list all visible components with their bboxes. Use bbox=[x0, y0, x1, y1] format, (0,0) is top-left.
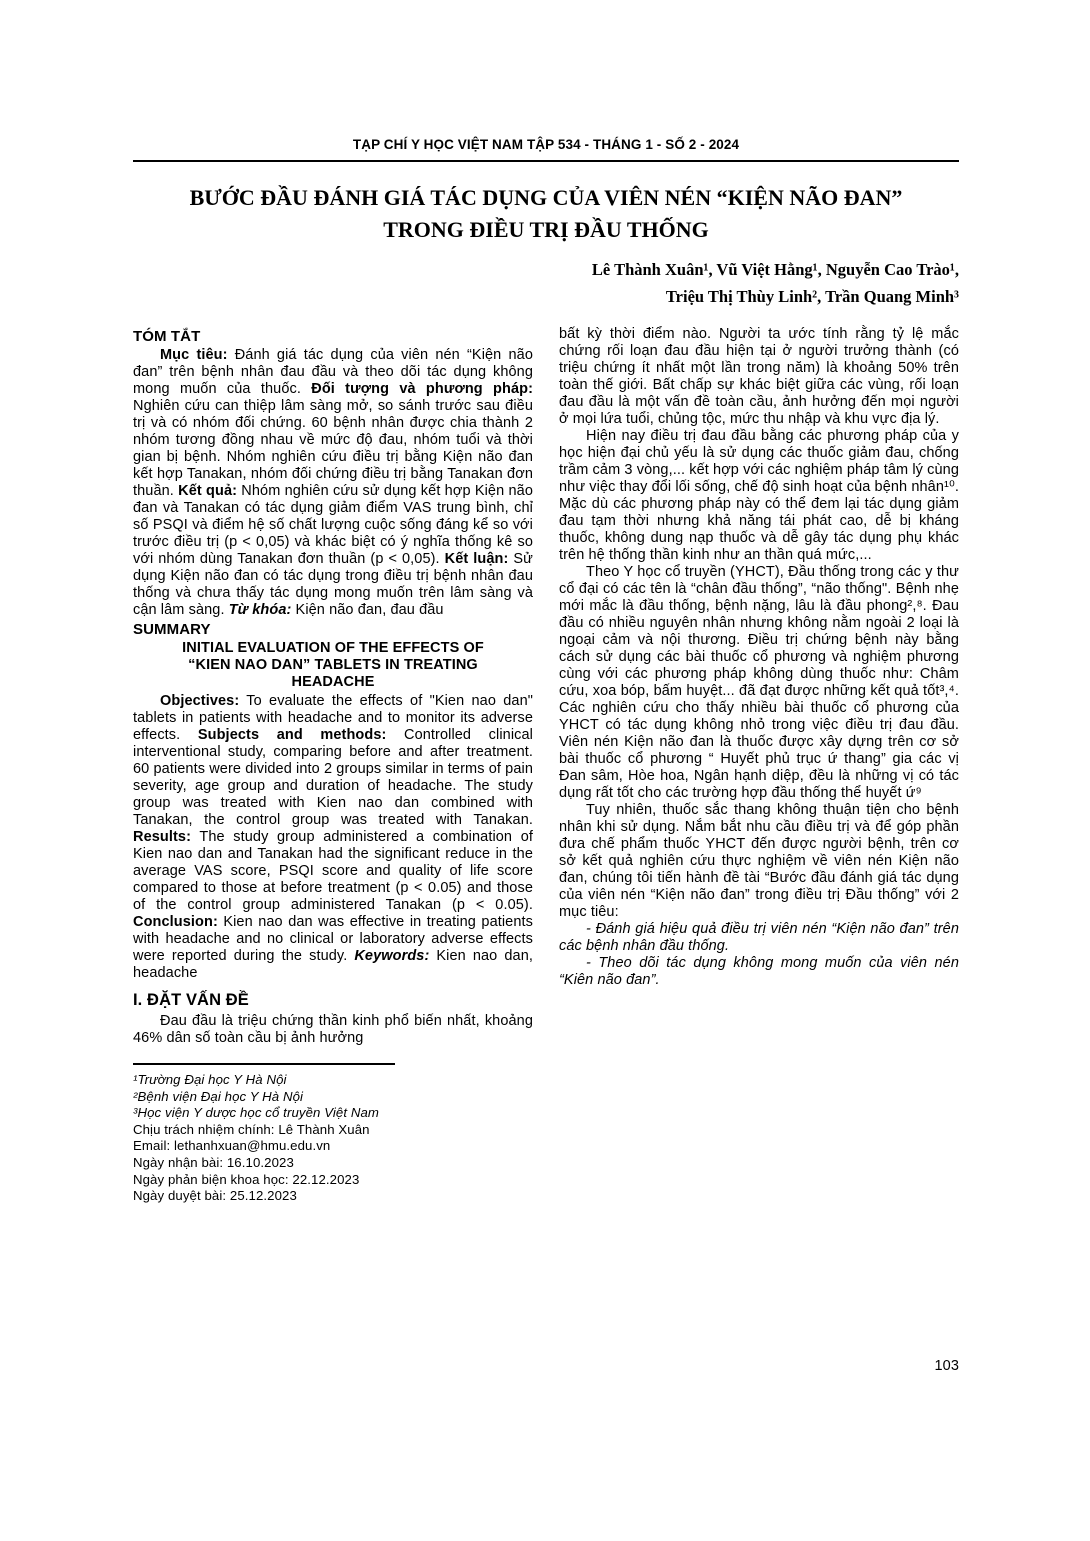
summary-text-objectives: To evaluate the effects of "Kien nao dan" tablets in patients with headache and to monitor its adverse effects. bbox=[133, 693, 533, 743]
summary-heading: SUMMARY bbox=[133, 621, 211, 638]
summary-label-objectives: Objectives: bbox=[160, 693, 240, 709]
footnote-review-date: Ngày phản biện khoa học: 22.12.2023 bbox=[133, 1171, 360, 1187]
summary-text-methods: Controlled clinical interventional study, comparing before and after treatment. 60 patients were divided into 2 groups similar in terms of pain severity, age group and duration of headache. The study group was treated with Kien nao dan combined with Tanakan, the control group was treated with Tanakan. bbox=[133, 727, 533, 828]
left-column bbox=[133, 326, 533, 1205]
intro-right-paragraph-2: Hiện nay điều trị đau đầu bằng các phương pháp của y học hiện đại chủ yếu là sử dụng các thuốc giảm đau, chống trầm cảm 3 vòng,... kết hợp với các nghiệm pháp tâm lý cùng như việc thay đổi lối sống, chế độ sinh hoạt của bệnh nhân¹⁰. Mặc dù các phương pháp này có thể đem lại tác dụng giảm đau tạm thời nhưng khả năng tái phát cao, dễ bị kháng thuốc, không dung nạp thuốc và dễ gây tác dụng phụ khác trên hệ thống thần kinh như an thần quá mức,... bbox=[559, 428, 959, 563]
author-line-2: Triệu Thị Thùy Linh², Trần Quang Minh³ bbox=[665, 287, 959, 306]
footnote-received-date: Ngày nhận bài: 16.10.2023 bbox=[133, 1154, 294, 1170]
summary-text-results: The study group administered a combination of Kien nao dan and Tanakan had the significant reduce in the average VAS score, PSQI score and quality of life score compared to those at before treatment (p < 0.05) and those of the control group administered Tanakan (p < 0.05). bbox=[133, 829, 533, 913]
footnote-email: Email: lethanhxuan@hmu.edu.vn bbox=[133, 1138, 331, 1154]
footnote-affiliation-1: ¹Trường Đại học Y Hà Nội bbox=[133, 1072, 287, 1087]
summary-label-keywords: Keywords: bbox=[354, 948, 430, 964]
footnote-affiliation-2: ²Bệnh viện Đại học Y Hà Nội bbox=[133, 1088, 304, 1104]
two-column-body bbox=[133, 326, 959, 1205]
footnote-block bbox=[133, 1072, 533, 1205]
article-title-line2: TRONG ĐIỀU TRỊ ĐẦU THỐNG bbox=[383, 217, 709, 242]
abstract-label-results: Kết quả: bbox=[178, 483, 238, 499]
abstract-label-keywords: Từ khóa: bbox=[228, 602, 292, 618]
summary-label-conclusion: Conclusion: bbox=[133, 914, 218, 930]
abstract-text-methods: Nghiên cứu can thiệp lâm sàng mở, so sánh trước sau điều trị và có nhóm đối chứng. 60 bệnh nhân được chia thành 2 nhóm tương đồng nhau về mức độ đau, nhóm tuổi và thời gian bị bệnh. Nhóm nghiên cứu điều trị bằng Kiện não đan kết hợp Tanakan, nhóm đối chứng điều trị bằng Tanakan đơn thuần. bbox=[133, 398, 533, 499]
abstract-label-methods: Đối tượng và phương pháp: bbox=[311, 381, 534, 397]
footnote-divider bbox=[133, 1063, 395, 1065]
abstract-paragraph bbox=[133, 347, 533, 619]
intro-left-paragraph: Đau đầu là triệu chứng thần kinh phổ biến nhất, khoảng 46% dân số toàn cầu bị ảnh hưởng bbox=[133, 1013, 533, 1046]
page-number: 103 bbox=[934, 1358, 959, 1374]
summary-label-methods: Subjects and methods: bbox=[197, 727, 387, 743]
abstract-label-objectives: Mục tiêu: bbox=[160, 347, 228, 363]
journal-header: TẠP CHÍ Y HỌC VIỆT NAM TẬP 534 - THÁNG 1 - SỐ 2 - 2024 bbox=[133, 136, 959, 162]
summary-paragraph bbox=[133, 693, 533, 982]
right-column bbox=[559, 326, 959, 1205]
footnote-accepted-date: Ngày duyệt bài: 25.12.2023 bbox=[133, 1188, 297, 1204]
summary-text-conclusion: Kien nao dan was effective in treating patients with headache and no clinical or laboratory adverse effects were reported during the study. bbox=[133, 914, 533, 964]
article-title bbox=[133, 182, 959, 246]
intro-objective-2: - Theo dõi tác dụng không mong muốn của viên nén “Kiên não đan”. bbox=[559, 955, 959, 988]
summary-subtitle: INITIAL EVALUATION OF THE EFFECTS OF “KIEN NAO DAN” TABLETS IN TREATING HEADACHE bbox=[182, 640, 484, 690]
author-list bbox=[133, 256, 959, 310]
intro-objective-1: - Đánh giá hiệu quả điều trị viên nén “Kiện não đan” trên các bệnh nhân đầu thống. bbox=[559, 921, 959, 954]
summary-label-results: Results: bbox=[133, 829, 192, 845]
author-line-1: Lê Thành Xuân¹, Vũ Việt Hằng¹, Nguyễn Cao Trào¹, bbox=[591, 260, 959, 279]
article-title-line1: BƯỚC ĐẦU ĐÁNH GIÁ TÁC DỤNG CỦA VIÊN NÉN “KIỆN NÃO ĐAN” bbox=[189, 185, 903, 210]
intro-heading: I. ĐẶT VẤN ĐỀ bbox=[133, 991, 249, 1009]
abstract-heading: TÓM TẮT bbox=[133, 328, 201, 345]
intro-right-paragraph-3: Theo Y học cổ truyền (YHCT), Đầu thống trong các y thư cổ đại có các tên là “chân đầu thống”, “não thống". Bệnh nhẹ mới mắc là đầu thống, bệnh nặng, lâu là đầu phong²,⁸. Đau đầu có nhiều nguyên nhân nhưng không nằm ngoài 2 loại là ngoại cảm và nội thương. Điều trị chứng bệnh này bằng cách sử dụng các bài thuốc cổ phương và nghiệm phương cùng với các phương pháp không dùng thuốc như: Châm cứu, xoa bóp, bấm huyệt... đã đạt được những kết quả tốt³,⁴. Các nghiên cứu cho thấy nhiều bài thuốc cổ phương của YHCT có tác dụng không nhỏ trong việc điều trị đau đầu. Viên nén Kiện não đan là thuốc được xây dựng trên cơ sở bài thuốc cổ phương “ Huyết phủ trục ứ thang” gia các vị Đan sâm, Hòe hoa, Ngân hạnh diệp, đều là những vị có tác dụng rất tốt cho các trường hợp đầu thống thể huyết ứ⁹ bbox=[559, 564, 959, 801]
footnote-corresponding-author: Chịu trách nhiệm chính: Lê Thành Xuân bbox=[133, 1121, 370, 1137]
abstract-label-conclusion: Kết luận: bbox=[444, 551, 509, 567]
abstract-text-results: Nhóm nghiên cứu sử dụng kết hợp Kiện não đan và Tanakan có tác dụng giảm điểm VAS trung bình, chỉ số PSQI và điểm hệ số chất lượng cuộc sống đáng kể so với trước điều trị (p < 0,05) và khác biệt có ý nghĩa thống kê so với nhóm dùng Tanakan đơn thuần (p < 0,05). bbox=[133, 483, 533, 567]
abstract-text-conclusion: Sử dụng Kiện não đan có tác dụng trong điều trị bệnh nhân đau thống và chưa thấy tác dụng mong muốn trên lâm sàng và cận lâm sàng. bbox=[133, 551, 533, 618]
abstract-text-objectives: Đánh giá tác dụng của viên nén “Kiện não đan” trên bệnh nhân đau đầu và theo dõi tác dụng không mong muốn của thuốc. bbox=[133, 347, 533, 397]
footnote-affiliation-3: ³Học viện Y dược học cổ truyền Việt Nam bbox=[133, 1105, 379, 1121]
intro-right-paragraph-1: bất kỳ thời điểm nào. Người ta ước tính rằng tỷ lệ mắc chứng rối loạn đau đầu hiện tại ở người trưởng thành (có triệu chứng ít nhất một lần trong năm) là khoảng 50% trên toàn thế giới. Bất chấp sự khác biệt giữa các vùng, rối loạn đau đầu là một vấn đề toàn cầu, ảnh hưởng đến mọi người ở mọi lứa tuổi, chủng tộc, mức thu nhập và khu vực địa lý. bbox=[559, 326, 959, 427]
summary-text-keywords: Kien nao dan, headache bbox=[133, 948, 533, 981]
intro-right-paragraph-4: Tuy nhiên, thuốc sắc thang không thuận tiện cho bệnh nhân khi sử dụng. Nắm bắt nhu cầu điều trị và để góp phần đưa chế phẩm thuốc YHCT đến được người bệnh, trên cơ sở kết quả nghiên cứu thực nghiệm về viên nén Kiện não đan, chúng tôi tiến hành đề tài “Bước đầu đánh giá tác dụng của viên nén “Kiện não đan” trong điều trị Đầu thống” với 2 mục tiêu: bbox=[559, 802, 959, 920]
abstract-text-keywords: Kiện não đan, đau đầu bbox=[291, 602, 444, 618]
